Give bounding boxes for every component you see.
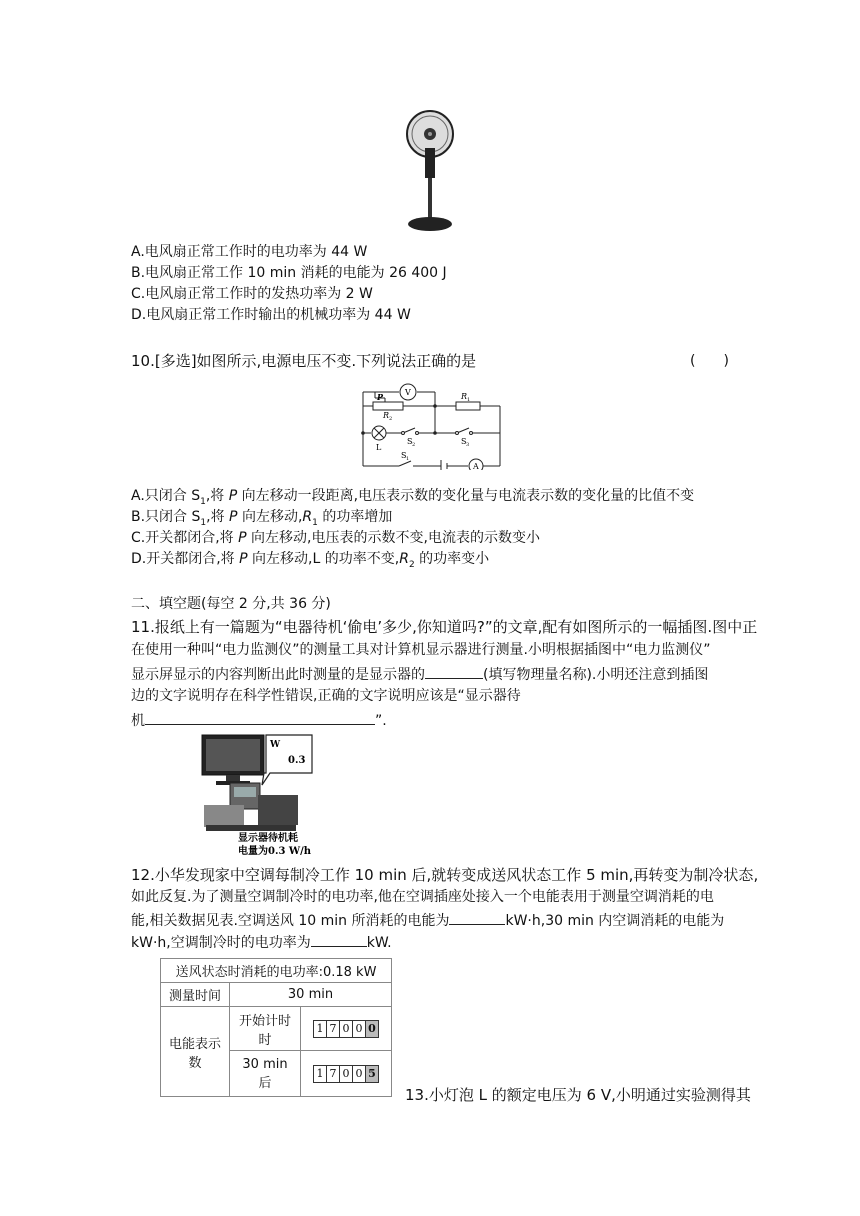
svg-text:显示器待机耗: 显示器待机耗 [238, 833, 298, 844]
svg-text:R: R [383, 411, 390, 420]
svg-text:1: 1 [467, 397, 471, 403]
table-header: 送风状态时消耗的电功率:0.18 kW [161, 959, 392, 983]
q10-option-a: A.只闭合 $S_1$,将 P 向左移动一段距离,电压表示数的变化量与电流表示数的变化量的比值不变 [131, 488, 695, 507]
q10-circuit-diagram [355, 378, 505, 470]
q9-option-b: B.电风扇正常工作 10 min 消耗的电能为 26 400 J [131, 265, 447, 281]
q12-blank-3[interactable] [311, 931, 367, 947]
start-meter-reading: 1 7 0 0 0 [301, 1007, 392, 1051]
end-meter-reading: 1 7 0 0 5 [301, 1051, 392, 1097]
svg-text:S: S [407, 437, 413, 446]
svg-text:R: R [461, 392, 468, 401]
meter-label: 电能表示数 [161, 1007, 230, 1097]
q11-line-3: 显示屏显示的内容判断出此时测量的是显示器的 (填写物理量名称).小明还注意到插图 [131, 663, 708, 685]
q10-stem: 10.[多选]如图所示,电源电压不变.下列说法正确的是 [131, 352, 477, 370]
q11-blank-1[interactable] [425, 663, 483, 679]
q9-option-a: A.电风扇正常工作时的电功率为 44 W [131, 244, 368, 260]
q9-option-d: D.电风扇正常工作时输出的机械功率为 44 W [131, 307, 411, 323]
svg-text:S: S [461, 437, 467, 446]
svg-text:P: P [377, 392, 384, 402]
q13-line-1: 13.小灯泡 L 的额定电压为 6 V,小明通过实验测得其 [405, 1086, 751, 1104]
svg-text:0.3: 0.3 [288, 755, 306, 766]
svg-text:S: S [401, 451, 407, 460]
q11-line-2: 在使用一种叫“电力监测仪”的测量工具对计算机显示器进行测量.小明根据插图中“电力监测仪” [131, 642, 711, 658]
q10-option-c: C.开关都闭合,将 P 向左移动,电压表的示数不变,电流表的示数变小 [131, 530, 540, 546]
svg-text:W: W [270, 740, 281, 750]
q10-option-b: B.只闭合 $S_1$,将 P 向左移动$,R_1$ 的功率增加 [131, 509, 393, 528]
q12-line-1: 12.小华发现家中空调每制冷工作 10 min 后,就转变成送风状态工作 5 min,再转变为制冷状态, [131, 866, 759, 884]
time-label: 测量时间 [161, 983, 230, 1007]
q12-data-table [160, 958, 392, 1097]
svg-text:电量为0.3 W/h: 电量为0.3 W/h [238, 846, 312, 857]
start-label: 开始计时时 [230, 1007, 301, 1051]
q9-option-c: C.电风扇正常工作时的发热功率为 2 W [131, 286, 373, 302]
time-value: 30 min [230, 983, 392, 1007]
q11-line-4: 边的文字说明存在科学性错误,正确的文字说明应该是“显示器待 [131, 688, 521, 704]
electric-fan-figure [405, 108, 455, 234]
svg-text:V: V [405, 388, 411, 397]
section-2-title: 二、填空题(每空 2 分,共 36 分) [131, 596, 331, 612]
q12-blank-1[interactable] [449, 909, 505, 925]
q11-line-1: 11.报纸上有一篇题为“电器待机‘偷电’多少,你知道吗?”的文章,配有如图所示的一幅插图.图中正 [131, 618, 758, 636]
q10-answer-paren: ( ) [690, 353, 729, 369]
q12-line-4: kW·h,空调制冷时的电功率为 kW. [131, 931, 392, 953]
q10-option-d: D.开关都闭合,将 P 向左移动,L 的功率不变$,R_2$ 的功率变小 [131, 551, 490, 570]
svg-text:3: 3 [466, 442, 470, 448]
svg-text:2: 2 [389, 416, 393, 422]
q11-power-monitor-figure [200, 733, 320, 858]
q12-line-3: 能,相关数据见表.空调送风 10 min 所消耗的电能为 kW·h,30 min 内空调消耗的电能为 [131, 909, 724, 931]
svg-text:A: A [473, 462, 479, 470]
q11-blank-2[interactable] [145, 709, 375, 725]
svg-text:L: L [376, 443, 382, 452]
svg-text:2: 2 [412, 442, 416, 448]
end-label: 30 min 后 [230, 1051, 301, 1097]
q11-line-5: 机 ”. [131, 709, 387, 731]
q12-line-2: 如此反复.为了测量空调制冷时的电功率,他在空调插座处接入一个电能表用于测量空调消耗的电 [131, 889, 714, 905]
svg-text:1: 1 [406, 456, 410, 462]
